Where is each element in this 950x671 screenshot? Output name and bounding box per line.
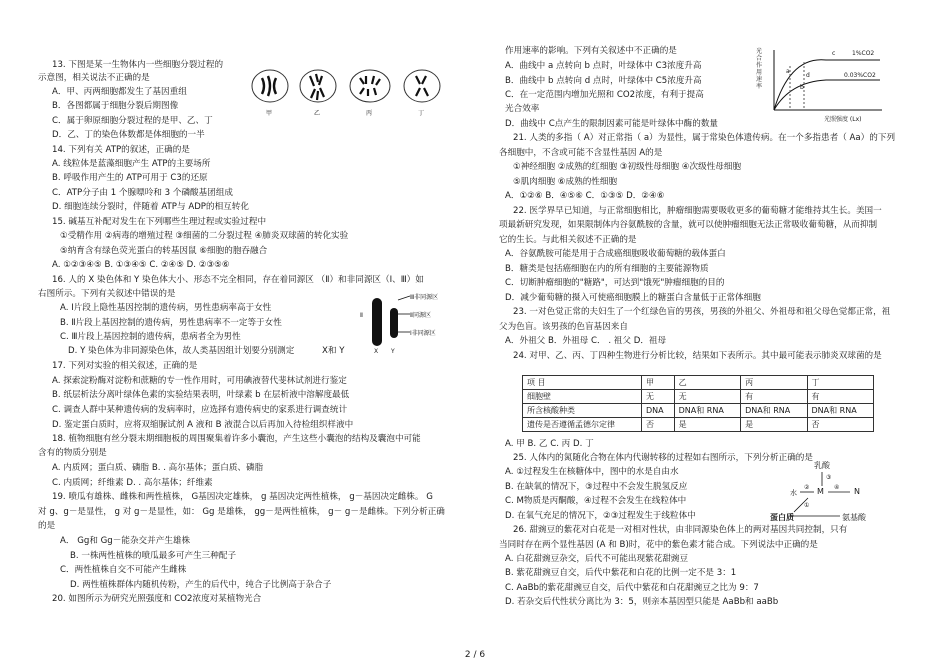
text-line: 项最新研究发现，如果限制体内谷氨酰胺的含量，就可以使肿瘤细胞无法正常吸收葡萄糖，从而抑制	[499, 220, 878, 230]
text-line: B．各图都属于细胞分裂后期图像	[52, 101, 179, 111]
step1-label: ①	[804, 502, 810, 509]
text-line: 24. 对甲、乙、丙、丁四种生物进行分析比较，结果如下表所示。其中最可能表示肺炎双球菌的是	[513, 351, 882, 361]
text-line: D. 若杂交后代性状分离比为 3：5，则亲本基因型只能是 AaBb和 aaBb	[505, 597, 779, 607]
label-bing: 丙	[366, 110, 373, 117]
step4-label: ④	[834, 484, 840, 491]
text-line: A. 线粒体是蓝藻细胞产生 ATP的主要场所	[52, 159, 211, 169]
text-line: 21. 人类的多指（ A）对正常指（ a）为显性，属于常染色体遗传病。在一个多指患者（ Aa）的下列	[513, 133, 896, 143]
text-line: C．两性植株自交不可能产生雌株	[60, 565, 187, 575]
x-chromosome	[372, 298, 382, 346]
chromosome-svg	[358, 290, 453, 360]
text-line: 26. 甜豌豆的紫花对白花是一对相对性状，由非同源染色体上的两对基因共同控制，只有	[513, 525, 848, 535]
text-line: D. Y 染色体为非同源染色体，故人类基因组计划要分别测定	[68, 346, 295, 356]
text-line: 17. 下列对实验的相关叙述，正确的是	[52, 361, 198, 371]
text-line: 父为色盲。该男孩的色盲基因来自	[499, 322, 628, 332]
cell-ding	[404, 70, 440, 102]
photosynthesis-svg	[756, 46, 886, 126]
n-label: N	[854, 487, 860, 496]
text-line: A．①②⑥ B．④⑤⑥ C．①③⑤ D．②④⑥	[505, 191, 665, 201]
text-line: D. 两性植株群体内随机传粉，产生的后代中，纯合子比例高于杂合子	[70, 580, 332, 590]
table-cell: 所含核酸种类	[523, 404, 642, 418]
text-line: ⑤纳育含有绿色荧光蛋白的转基因鼠 ⑥细胞的胞吞融合	[60, 246, 268, 256]
text-line: C. 内质网；纤维素 D. . 高尔基体；纤维素	[52, 478, 213, 488]
text-line: ①受精作用 ②病毒的增殖过程 ③细菌的二分裂过程 ④肺炎双球菌的转化实验	[60, 231, 349, 241]
table-cell: 遗传是否遵循孟德尔定律	[523, 418, 642, 432]
text-line: B. 一株两性植株的喷瓜最多可产生三种配子	[70, 551, 237, 561]
text-line: 含有的物质分别是	[38, 448, 107, 458]
text-line: D. 在氧气充足的情况下，②③过程发生于线粒体中	[505, 511, 696, 521]
text-line: 13. 下图是某一生物体内一些细胞分裂过程的	[52, 60, 224, 70]
amino-acid-label: 氨基酸	[842, 513, 866, 522]
region2-label: Ⅱ同源区	[410, 312, 431, 319]
label-ding: 丁	[418, 110, 425, 117]
comparison-table	[522, 375, 874, 432]
table-cell: DNA和 RNA	[674, 404, 740, 418]
table-header-cell: 丁	[807, 376, 873, 390]
text-line: A．谷氨酰胺可能是用于合成癌细胞吸收葡萄糖的载体蛋白	[505, 249, 726, 259]
text-line: A．曲线中 a 点转向 b 点时，叶绿体中 C3浓度升高	[505, 61, 702, 71]
text-line: D．减少葡萄糖的摄入可使癌细胞膜上的糖蛋白含量低于正常体细胞	[505, 293, 761, 303]
text-line: B．糖类是包括癌细胞在内的所有细胞的主要能源物质	[505, 264, 709, 274]
text-line: B. 紫花甜豌豆自交，后代中紫花和白花的比例一定不是 3：1	[505, 568, 737, 578]
text-line: A． Gg和 Gg－能杂交并产生雄株	[60, 536, 191, 546]
m-label: M	[817, 487, 824, 496]
cell-jia	[252, 70, 288, 102]
text-line: D．曲线中 C点产生的限制因素可能是叶绿体中酶的数量	[505, 119, 719, 129]
text-line: C. AaBb的紫花甜豌豆自交，后代中紫花和白花甜豌豆之比为 9：7	[505, 583, 759, 593]
text-line: A. 白花甜豌豆杂交，后代不可能出现紫花甜豌豆	[505, 554, 689, 564]
table-row	[523, 390, 874, 404]
xy-tail-text: X和 Y	[322, 346, 345, 356]
label-yi: 乙	[314, 110, 321, 117]
water-label: 水	[790, 489, 797, 497]
table-row	[523, 418, 874, 432]
text-line: 右图所示。下列有关叙述中错误的是	[38, 289, 176, 299]
text-line: 25. 人体内的氮随化合物在体内代谢转移的过程如右图所示，下列分析正确的是	[513, 453, 813, 463]
x-axis-label: 光照强度 (Lx)	[824, 116, 862, 123]
text-line: 20. 如图所示为研究光照强度和 CO2浓度对某植物光合	[52, 594, 262, 604]
text-line: 19. 喷瓜有雄株、雌株和两性植株， G基因决定雄株， g 基因决定两性植株， g－基因决定雌株。 G	[52, 492, 433, 502]
text-line: B．曲线中 b 点转向 d 点时，叶绿体中 C5浓度升高	[505, 76, 702, 86]
table-cell: 无	[674, 390, 740, 404]
text-line: B. 呼吸作用产生的 ATP可用于 C3的还原	[52, 173, 208, 183]
table-cell: 细胞壁	[523, 390, 642, 404]
table-header-cell: 甲	[642, 376, 675, 390]
text-line: A. ①过程发生在核糖体中，图中的水是自由水	[505, 467, 679, 477]
text-line: C. M物质是丙酮酸，④过程不会发生在线粒体中	[505, 496, 687, 506]
text-line: D．乙、丁的染色体数都是体细胞的一半	[52, 130, 205, 140]
text-line: B. 纸层析法分离叶绿体色素的实验结果表明，叶绿素 b 在层析液中溶解度最低	[52, 390, 350, 400]
table-cell: 有	[807, 390, 873, 404]
text-line: 22. 医学界早已知道，与正常细胞相比，肿瘤细胞需要吸收更多的葡萄糖才能维持其生长。美国一	[513, 206, 882, 216]
text-line: ①神经细胞 ②成熟的红细胞 ③初级性母细胞 ④次级性母细胞	[513, 162, 742, 172]
text-line: D. 细胞连续分裂时，伴随着 ATP与 ADP的相互转化	[52, 202, 249, 212]
table-cell: 无	[642, 390, 675, 404]
metabolism-figure	[770, 458, 880, 528]
text-line: C. 调查人群中某种遗传病的发病率时，应选择有遗传病史的家系进行调查统计	[52, 405, 348, 415]
text-line: A．外祖父 B．外祖母 C． . 祖父 D．祖母	[505, 336, 667, 346]
text-line: A. ①②③④⑤ B. ①③④⑤ C. ②④⑤ D. ②③⑤⑥	[52, 260, 230, 270]
text-line: 的是	[38, 521, 56, 531]
point-b: b	[800, 84, 804, 91]
text-line: A. 内质网；蛋白质、磷脂 B. . 高尔基体；蛋白质、磷脂	[52, 463, 264, 473]
text-line: 它的生长。与此相关叙述不正确的是	[499, 235, 637, 245]
text-line: 对 g、g－是显性， g 对 g－是显性，如： Gg 是雄株， gg－是两性植株， g－ g－是雌株。下列分析正确	[38, 507, 445, 517]
cell-yi	[300, 70, 336, 102]
table-header-cell: 项 目	[523, 376, 642, 390]
point-d: d	[806, 72, 810, 79]
left-region2-label: Ⅱ	[360, 312, 363, 319]
text-line: C．切断肿瘤细胞的"糖路"，可达到"饿死"肿瘤细胞的目的	[505, 278, 725, 288]
text-line: C．在一定范围内增加光照和 CO2浓度，有利于提高	[505, 90, 704, 100]
photosynthesis-figure	[756, 46, 886, 126]
step2-label: ②	[804, 484, 810, 491]
table-cell: DNA和 RNA	[741, 404, 807, 418]
table-row	[523, 404, 874, 418]
text-line: ⑤肌肉细胞 ⑥成熟的性细胞	[513, 177, 618, 187]
point-a: a	[786, 68, 790, 75]
text-line: 当同时存在两个显性基因 (A 和 B)时，花中的紫色素才能合成。下列说法中正确的是	[499, 540, 818, 550]
table-header-cell: 丙	[741, 376, 807, 390]
text-line: C．ATP分子由 1 个腺嘌呤和 3 个磷酸基团组成	[52, 188, 234, 198]
y-chromosome	[390, 308, 398, 338]
text-line: 光合效率	[505, 104, 540, 114]
curve2-label: 0.03%CO2	[844, 72, 876, 79]
chromosome-figure	[358, 290, 453, 360]
cell-division-figure	[250, 62, 450, 122]
text-line: C. Ⅲ片段上基因控制的遗传病，患病者全为男性	[60, 332, 241, 342]
text-line: 各细胞中，不含或可能不含显性基因 A的是	[499, 148, 663, 158]
text-line: B. Ⅱ片段上基因控制的遗传病，男性患病率不一定等于女性	[60, 318, 282, 328]
region1-label: Ⅰ非同源区	[410, 330, 436, 337]
table-header-row	[523, 376, 874, 390]
text-line: D. 鉴定蛋白质时，应将双缩脲试剂 A 液和 B 液混合以后再加入待检组织样液中	[52, 420, 354, 430]
table-cell: 有	[741, 390, 807, 404]
label-jia: 甲	[266, 110, 273, 117]
table-cell: 是	[674, 418, 740, 432]
text-line: 16. 人的 X 染色体和 Y 染色体大小、形态不完全相同，存在着同源区 （Ⅱ）和非同源区（Ⅰ、Ⅲ）如	[52, 275, 424, 285]
table-header-cell: 乙	[674, 376, 740, 390]
text-line: A. 甲 B. 乙 C. 丙 D. 丁	[505, 439, 594, 449]
table-cell: 是	[741, 418, 807, 432]
table-cell: 否	[642, 418, 675, 432]
text-line: 15. 碱基互补配对发生在下列哪些生理过程或实验过程中	[52, 217, 267, 227]
point-c: c	[832, 50, 836, 57]
text-line: 14. 下列有关 ATP的叙述，正确的是	[52, 145, 190, 155]
region3-label: Ⅲ非同源区	[410, 294, 439, 301]
cell-bing	[350, 70, 390, 102]
text-line: B. 在缺氧的情况下，③过程中不会发生脱氢反应	[505, 482, 688, 492]
text-line: 示意图，相关说法不正确的是	[38, 73, 150, 83]
text-line: 23. 一对色觉正常的夫妇生了一个红绿色盲的男孩，男孩的外祖父、外祖母和祖父母色觉都正常，祖	[513, 307, 891, 317]
curve1-label: 1%CO2	[852, 50, 875, 57]
lactic-acid-label: 乳酸	[814, 461, 830, 470]
table-cell: DNA和 RNA	[807, 404, 873, 418]
table-cell: DNA	[642, 404, 675, 418]
y-axis-label: 光合作用速率	[756, 48, 763, 90]
text-line: 作用速率的影响。下列有关叙述中不正确的是	[505, 46, 677, 56]
y-label: Y	[391, 348, 395, 355]
step3-label: ③	[826, 474, 832, 481]
text-line: A. 探索淀粉酶对淀粉和蔗糖的专一性作用时，可用碘液替代斐林试剂进行鉴定	[52, 376, 347, 386]
x-label: X	[374, 348, 379, 355]
protein-label: 蛋白质	[770, 513, 794, 522]
text-line: C．属于卵原细胞分裂过程的是甲、乙、丁	[52, 116, 213, 126]
text-line: 18. 植物细胞有丝分裂末期细胞板的周围聚集着许多小囊泡，产生这些小囊泡的结构及囊泡中可能	[52, 434, 421, 444]
text-line: A. Ⅰ片段上隐性基因控制的遗传病，男性患病率高于女性	[60, 303, 272, 313]
page-number: 2 / 6	[464, 650, 486, 660]
text-line: A．甲、丙两细胞都发生了基因重组	[52, 87, 187, 97]
table-cell: 否	[807, 418, 873, 432]
